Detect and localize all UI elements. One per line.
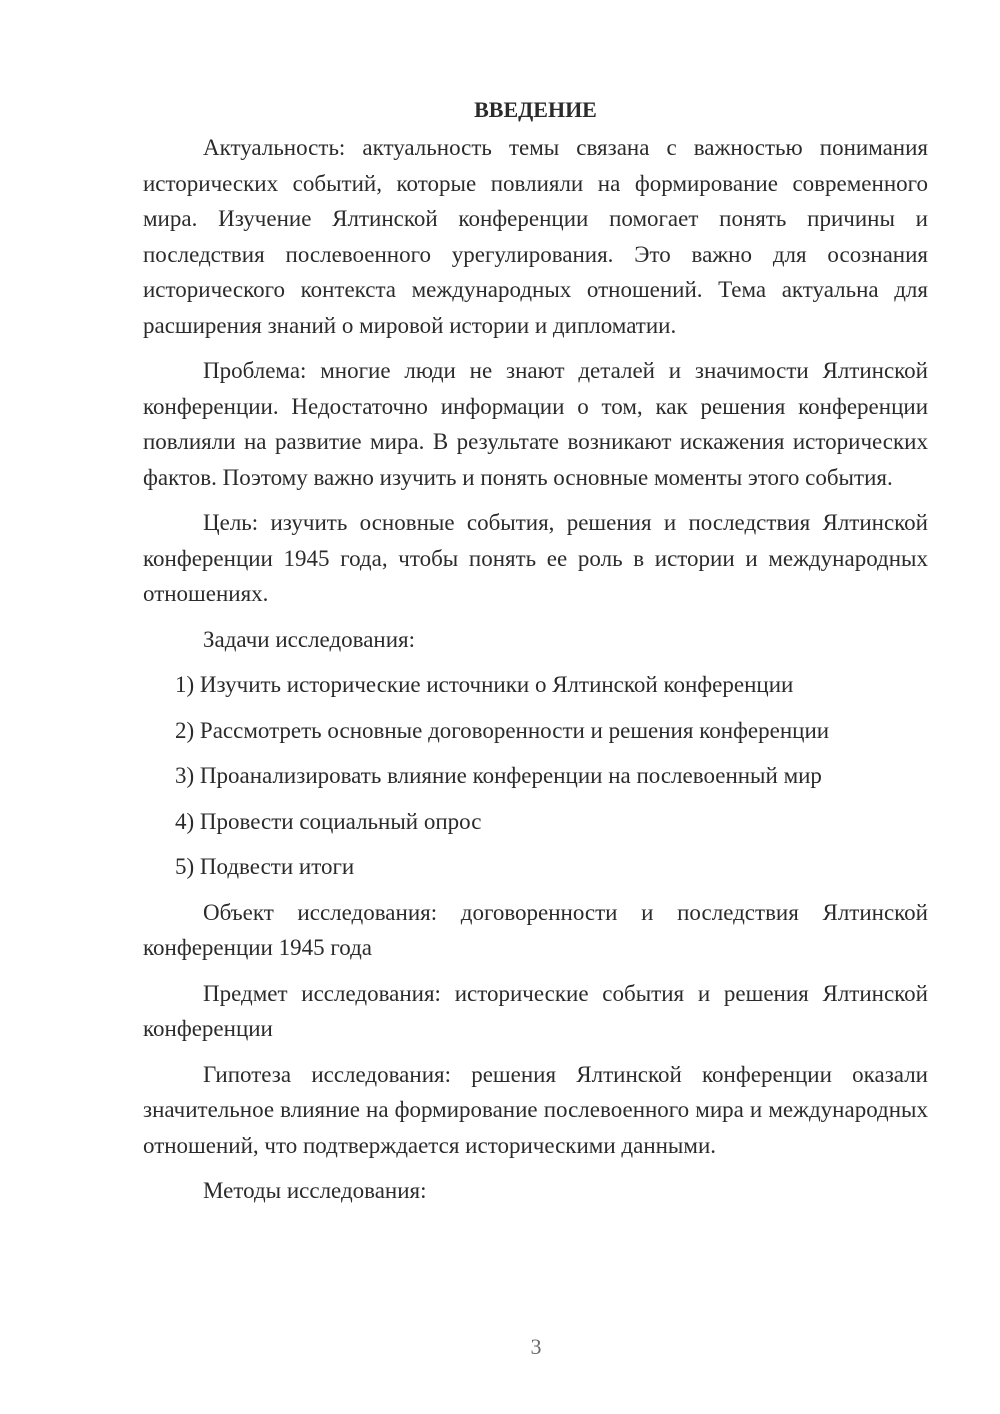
task-item: 4) Провести социальный опрос <box>175 808 482 834</box>
task-item: 3) Проанализировать влияние конференции на послевоенный мир <box>175 763 822 788</box>
page-number: 3 <box>530 1334 542 1359</box>
page-content <box>143 93 928 1219</box>
subject-paragraph: Предмет исследования: исторические события и решения Ялтинской конференции <box>143 980 928 1041</box>
task-item: 2) Рассмотреть основные договоренности и решения конференции <box>175 717 830 743</box>
tasks-list <box>143 667 928 885</box>
tasks-heading: Задачи исследования: <box>203 626 416 652</box>
hypothesis-paragraph: Гипотеза исследования: решения Ялтинской конференции оказали значительное влияние на формирование послевоенного мира и международных отношений, что подтверждается историческими данными. <box>143 1061 928 1158</box>
section-heading: ВВЕДЕНИЕ <box>474 97 597 122</box>
relevance-paragraph: Актуальность: актуальность темы связана с важностью понимания исторических событий, которые повлияли на формирование современного мира. Изучение Ялтинской конференции помогает понять причины и последствия послевоенного урегулирования. Это важно для осознания исторического контекста международных отношений. Тема актуальна для расширения знаний о мировой истории и дипломатии. <box>143 135 928 338</box>
problem-paragraph: Проблема: многие люди не знают деталей и значимости Ялтинской конференции. Недостаточно информации о том, как решения конференции повлияли на развитие мира. В результате возникают искажения исторических фактов. Поэтому важно изучить и понять основные моменты этого события. <box>143 358 928 490</box>
methods-heading: Методы исследования: <box>203 1178 427 1203</box>
goal-paragraph: Цель: изучить основные события, решения и последствия Ялтинской конференции 1945 года, чтобы понять ее роль в истории и международных отношениях. <box>143 510 928 606</box>
task-item: 5) Подвести итоги <box>175 854 355 879</box>
object-paragraph: Объект исследования: договоренности и последствия Ялтинской конференции 1945 года <box>143 899 928 960</box>
task-item: 1) Изучить исторические источники о Ялтинской конференции <box>175 672 794 697</box>
